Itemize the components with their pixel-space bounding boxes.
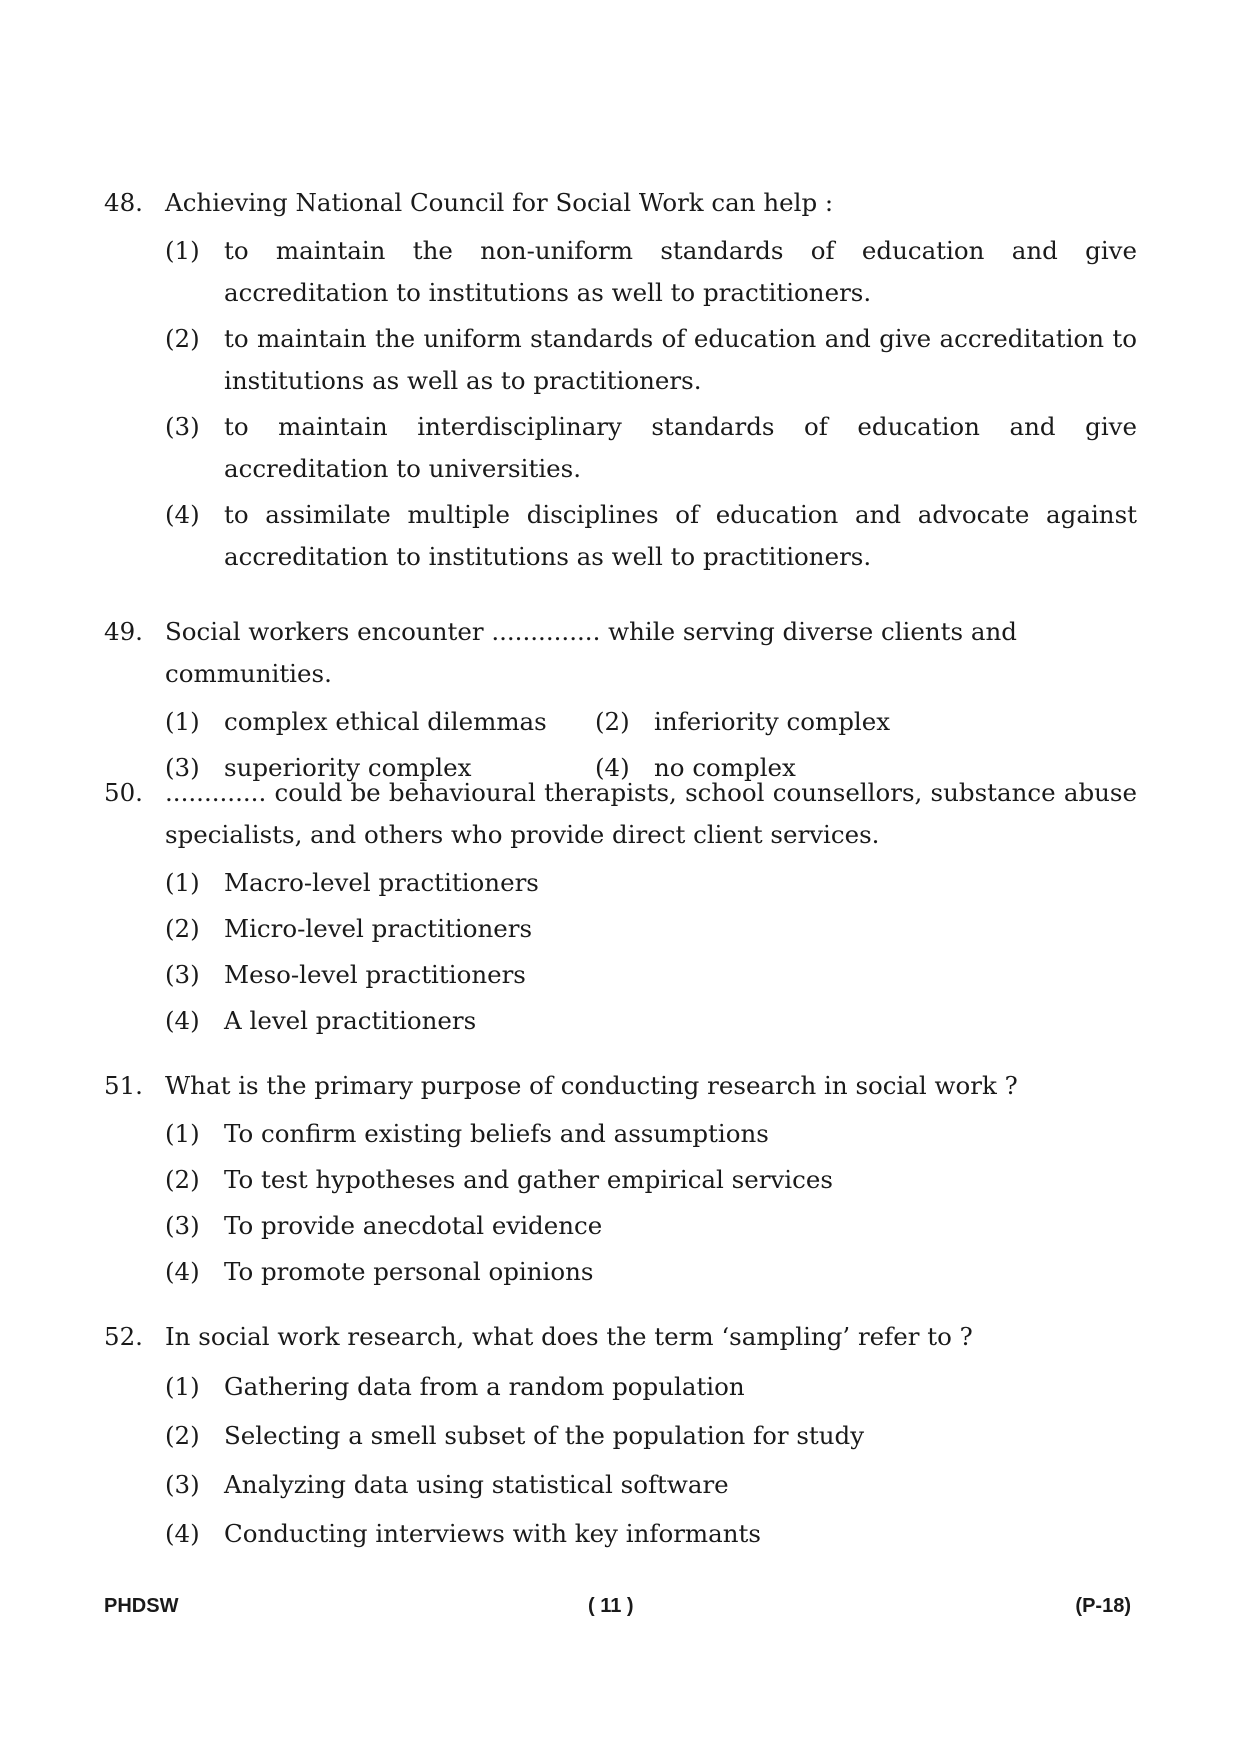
option-number: (4): [165, 1006, 200, 1035]
option-text: to maintain interdisciplinary standards of education and give accreditation to universities.: [224, 412, 1137, 483]
option-text: Selecting a smell subset of the population for study: [224, 1421, 865, 1450]
option-number: (1): [165, 1119, 200, 1148]
option-1: [165, 701, 595, 743]
question-48: [104, 182, 1137, 578]
option-1: [165, 1113, 1137, 1155]
question-text: ............. could be behavioural therapists, school counsellors, substance abuse specialists, and others who provide direct client services.: [165, 778, 1137, 849]
option-3: [165, 1464, 1137, 1506]
option-text: to maintain the non-uniform standards of education and give accreditation to institutions as well to practitioners.: [224, 236, 1137, 307]
option-text: Analyzing data using statistical software: [224, 1470, 729, 1499]
option-text: Micro-level practitioners: [224, 914, 533, 943]
question-49: [104, 611, 1137, 789]
option-text: Conducting interviews with key informants: [224, 1519, 761, 1548]
option-text: A level practitioners: [224, 1006, 477, 1035]
footer-series: (P-18): [1075, 1595, 1131, 1617]
option-1: [165, 862, 1137, 904]
question-number: 48.: [104, 188, 143, 217]
option-2: [165, 1415, 1137, 1457]
option-3: [165, 954, 1137, 996]
option-number: (3): [165, 1470, 200, 1499]
option-text: To test hypotheses and gather empirical services: [224, 1165, 833, 1194]
option-list: [165, 862, 1137, 1042]
option-text: To confirm existing beliefs and assumptions: [224, 1119, 769, 1148]
option-text: no complex: [654, 753, 796, 782]
option-row: [165, 701, 1137, 743]
option-number: (4): [165, 500, 200, 529]
question-text: Achieving National Council for Social Work can help :: [165, 188, 834, 217]
option-1: [165, 230, 1137, 314]
option-3: [165, 1205, 1137, 1247]
option-4: [165, 494, 1137, 578]
footer-code: PHDSW: [104, 1595, 179, 1617]
question-number: 49.: [104, 617, 143, 646]
option-number: (1): [165, 707, 200, 736]
option-4: [165, 1513, 1137, 1555]
option-number: (3): [165, 753, 200, 782]
option-list: [165, 1366, 1137, 1555]
question-text: Social workers encounter .............. while serving diverse clients and communities.: [165, 617, 1017, 688]
option-3: [165, 406, 1137, 490]
option-2: [165, 908, 1137, 950]
option-number: (3): [165, 1211, 200, 1240]
option-number: (4): [165, 1257, 200, 1286]
option-2: [165, 318, 1137, 402]
option-number: (2): [165, 1165, 200, 1194]
option-number: (2): [595, 707, 630, 736]
option-text: inferiority complex: [654, 707, 891, 736]
option-text: To promote personal opinions: [224, 1257, 594, 1286]
option-4: [165, 1251, 1137, 1293]
option-number: (2): [165, 914, 200, 943]
question-52: [104, 1316, 1137, 1555]
option-2: [165, 1159, 1137, 1201]
option-2: [595, 701, 1025, 743]
option-number: (4): [595, 753, 630, 782]
option-text: to assimilate multiple disciplines of education and advocate against accreditation to institutions as well to practitioners.: [224, 500, 1137, 571]
footer-page-number: ( 11 ): [588, 1595, 634, 1617]
question-text: In social work research, what does the term ‘sampling’ refer to ?: [165, 1322, 973, 1351]
option-1: [165, 1366, 1137, 1408]
option-number: (4): [165, 1519, 200, 1548]
option-number: (2): [165, 324, 200, 353]
option-text: to maintain the uniform standards of education and give accreditation to institutions as well as to practitioners.: [224, 324, 1137, 395]
question-50: [104, 772, 1137, 1042]
option-number: (3): [165, 412, 200, 441]
option-list: [165, 230, 1137, 578]
option-text: superiority complex: [224, 753, 472, 782]
option-text: Macro-level practitioners: [224, 868, 539, 897]
option-4: [165, 1000, 1137, 1042]
option-number: (1): [165, 868, 200, 897]
option-number: (1): [165, 236, 200, 265]
option-text: complex ethical dilemmas: [224, 707, 547, 736]
question-text: What is the primary purpose of conducting research in social work ?: [165, 1071, 1018, 1100]
option-text: To provide anecdotal evidence: [224, 1211, 603, 1240]
option-list: [165, 1113, 1137, 1293]
option-number: (2): [165, 1421, 200, 1450]
question-51: [104, 1065, 1137, 1293]
question-number: 51.: [104, 1071, 143, 1100]
question-number: 50.: [104, 778, 143, 807]
option-text: Meso-level practitioners: [224, 960, 526, 989]
question-number: 52.: [104, 1322, 143, 1351]
option-text: Gathering data from a random population: [224, 1372, 745, 1401]
option-number: (3): [165, 960, 200, 989]
option-number: (1): [165, 1372, 200, 1401]
